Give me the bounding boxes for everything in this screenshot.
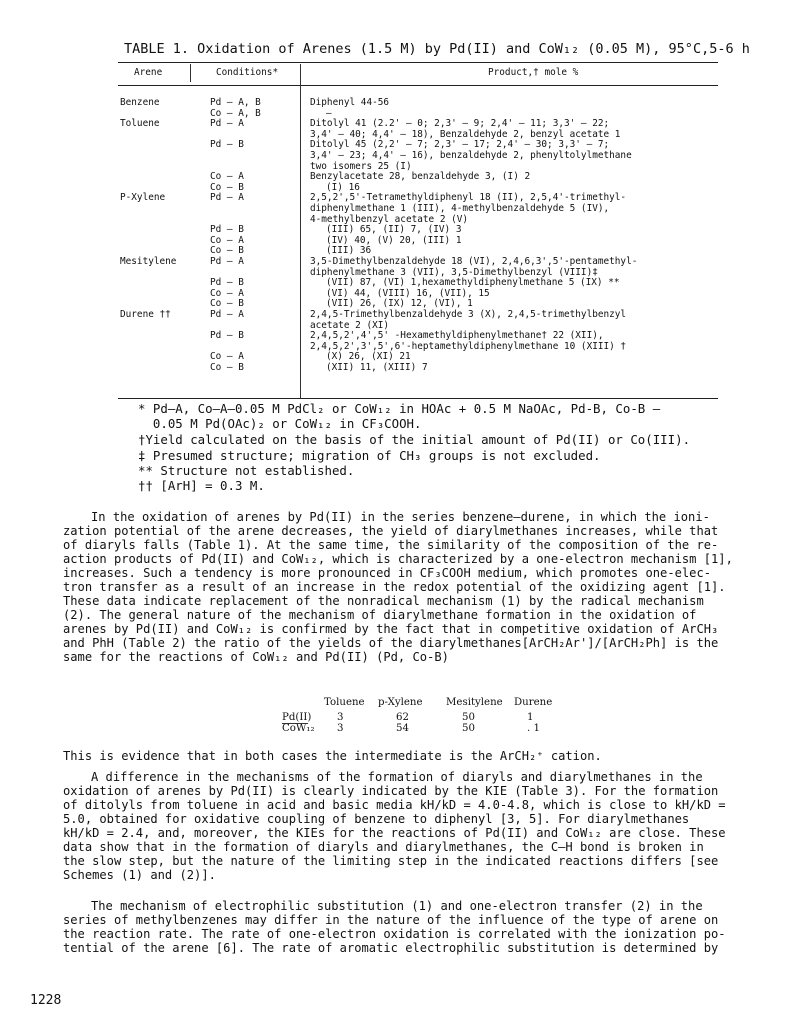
conditions-cell: Pd – B xyxy=(210,224,244,236)
table1-footnote: * Pd–A, Co–A–0.05 M PdCl₂ or CoW₁₂ in HOAc + 0.5 M NaOAc, Pd-B, Co-B – xyxy=(138,401,661,416)
conditions-cell: Co – A xyxy=(210,287,244,299)
product-cell: (III) 65, (II) 7, (IV) 3 xyxy=(326,224,462,236)
arene-cell: P-Xylene xyxy=(120,192,166,204)
conditions-cell: Pd – B xyxy=(210,277,244,289)
text-line: series of methylbenzenes may differ in the nature of the influence of the type of arene on xyxy=(63,913,719,927)
conditions-cell: Co – B xyxy=(210,362,244,373)
text-line: 5.0, obtained for oxidative coupling of benzene to diphenyl [3, 5]. For diarylmethanes xyxy=(63,812,690,826)
text-line: The mechanism of electrophilic substitution (1) and one-electron transfer (2) in the xyxy=(91,899,703,913)
product-cell: 2,5,2',5'-Tetramethyldiphenyl 18 (II), 2,5,4'-trimethyl- xyxy=(310,192,627,204)
paragraph-2 xyxy=(63,770,743,882)
table2-row-label: Pd(II) xyxy=(282,712,312,723)
table2-rule xyxy=(282,723,308,724)
text-line: (2). The general nature of the mechanism of diarylmethane formation in the oxidation of xyxy=(63,608,697,622)
table1-divider xyxy=(300,64,301,398)
text-line: action products of Pd(II) and CoW₁₂, which is characterized by a one-electron mechanism [1], xyxy=(63,552,733,566)
conditions-cell: Co – B xyxy=(210,245,244,257)
table2-value: 62 xyxy=(396,712,409,723)
arene-cell: Mesitylene xyxy=(120,256,177,267)
conditions-cell: Pd – B xyxy=(210,139,244,151)
paragraph-3 xyxy=(63,899,743,955)
text-line: same for the reactions of CoW₁₂ and Pd(II) (Pd, Co-B) xyxy=(63,650,449,664)
table1-footnote: ** Structure not established. xyxy=(138,463,355,478)
product-cell: two isomers 25 (I) xyxy=(310,160,412,172)
product-cell: acetate 2 (XI) xyxy=(310,319,390,331)
conditions-cell: Co – B xyxy=(210,298,244,310)
product-cell: 2,4,5,2',4',5' -Hexamethyldiphenylmethane† 22 (XII), xyxy=(310,330,604,342)
product-cell: (IV) 40, (V) 20, (III) 1 xyxy=(326,234,462,246)
product-cell: – xyxy=(326,107,332,119)
table2-value: 54 xyxy=(396,723,409,734)
text-line: arenes by Pd(II) and CoW₁₂ is confirmed by the fact that in competitive oxidation of ArCH₃ xyxy=(63,622,719,636)
table2-col-header: Mesitylene xyxy=(446,697,503,708)
text-line: data show that in the formation of diaryls and diarylmethanes, the C–H bond is broken in xyxy=(63,840,704,854)
table2-value: 50 xyxy=(462,723,475,734)
text-line: These data indicate replacement of the nonradical mechanism (1) by the radical mechanism xyxy=(63,594,704,608)
product-cell: 3,5-Dimethylbenzaldehyde 18 (VI), 2,4,6,3',5'-pentamethyl- xyxy=(310,256,638,267)
product-cell: (X) 26, (XI) 21 xyxy=(326,351,411,363)
table2-value: 3 xyxy=(337,712,344,723)
col-header-conditions: Conditions* xyxy=(216,67,279,78)
table1-header-rule xyxy=(118,85,718,86)
table1-bottom-rule xyxy=(118,398,718,399)
product-cell: (VII) 87, (VI) 1,hexamethyldiphenylmethane 5 (IX) ** xyxy=(326,277,620,289)
table1-divider xyxy=(190,64,191,82)
evidence-line xyxy=(63,749,743,763)
table2-row-label: CoW₁₂ xyxy=(282,723,315,734)
text-line: of diaryls falls (Table 1). At the same time, the similarity of the composition of the re- xyxy=(63,538,719,552)
conditions-cell: Pd – A xyxy=(210,309,244,320)
product-cell: (VII) 26, (IX) 12, (VI), 1 xyxy=(326,298,473,310)
table1-footnote: 0.05 M Pd(OAc)₂ or CoW₁₂ in CF₃COOH. xyxy=(138,416,422,431)
evidence-text: This is evidence that in both cases the intermediate is the ArCH₂⁺ cation. xyxy=(63,749,602,763)
arene-cell: Durene †† xyxy=(120,309,171,320)
product-cell: (XII) 11, (XIII) 7 xyxy=(326,362,428,373)
product-cell: (I) 16 xyxy=(326,181,360,193)
table2-col-header: Durene xyxy=(514,697,553,708)
table2-value: 50 xyxy=(462,712,475,723)
product-cell: 4-methylbenzyl acetate 2 (V) xyxy=(310,213,469,225)
conditions-cell: Pd – A xyxy=(210,118,244,130)
product-cell: diphenylmethane 1 (III), 4-methylbenzaldehyde 5 (IV), xyxy=(310,203,610,214)
table2-col-header: Toluene xyxy=(324,697,365,708)
conditions-cell: Co – B xyxy=(210,181,244,193)
product-cell: 3,4' – 23; 4,4' – 16), benzaldehyde 2, phenyltolylmethane xyxy=(310,150,632,161)
page-number: 1228 xyxy=(30,993,62,1008)
paragraph-1 xyxy=(63,510,743,664)
product-cell: (VI) 44, (VIII) 16, (VII), 15 xyxy=(326,287,490,299)
arene-cell: Benzene xyxy=(120,97,160,108)
text-line: the reaction rate. The rate of one-electron oxidation is correlated with the ionization po- xyxy=(63,927,726,941)
text-line: increases. Such a tendency is more pronounced in CF₃COOH medium, which promotes one-elec- xyxy=(63,566,712,580)
text-line: Schemes (1) and (2)]. xyxy=(63,868,216,882)
table2-value: 3 xyxy=(337,723,344,734)
conditions-cell: Pd – A xyxy=(210,192,244,204)
product-cell: diphenylmethane 3 (VII), 3,5-Dimethylbenzyl (VIII)‡ xyxy=(310,266,598,278)
text-line: A difference in the mechanisms of the formation of diaryls and diarylmethanes in the xyxy=(91,770,703,784)
table1-footnote: †Yield calculated on the basis of the initial amount of Pd(II) or Co(III). xyxy=(138,432,691,447)
product-cell: (III) 36 xyxy=(326,245,372,257)
conditions-cell: Pd – A, B xyxy=(210,97,261,108)
col-header-arene: Arene xyxy=(134,67,163,78)
col-header-product: Product,† mole % xyxy=(488,67,579,78)
conditions-cell: Co – A xyxy=(210,351,244,363)
text-line: zation potential of the arene decreases, the yield of diarylmethanes increases, while that xyxy=(63,524,719,538)
text-line: of ditolyls from toluene in acid and basic media kH/kD = 4.0-4.8, which is close to kH/kD = xyxy=(63,798,726,812)
text-line: oxidation of arenes by Pd(II) is clearly indicated by the KIE (Table 3). For the formation xyxy=(63,784,719,798)
conditions-cell: Co – A, B xyxy=(210,107,261,119)
table1-caption: TABLE 1. Oxidation of Arenes (1.5 M) by Pd(II) and CoW₁₂ (0.05 M), 95°C,5-6 h xyxy=(124,41,750,57)
text-line: the slow step, but the nature of the limiting step in the indicated reactions differs [see xyxy=(63,854,719,868)
table2-value: . 1 xyxy=(527,723,540,734)
product-cell: Ditolyl 45 (2,2' – 7; 2,3' – 17; 2,4' – 30; 3,3' – 7; xyxy=(310,139,610,151)
text-line: kH/kD = 2.4, and, moreover, the KIEs for the reactions of Pd(II) and CoW₁₂ are close. These xyxy=(63,826,726,840)
conditions-cell: Co – A xyxy=(210,171,244,183)
text-line: tron transfer as a result of an increase in the redox potential of the oxidizing agent [1]. xyxy=(63,580,726,594)
product-cell: Benzylacetate 28, benzaldehyde 3, (I) 2 xyxy=(310,171,531,183)
conditions-cell: Pd – A xyxy=(210,256,244,267)
arene-cell: Toluene xyxy=(120,118,160,130)
conditions-cell: Pd – B xyxy=(210,330,244,342)
text-line: tential of the arene [6]. The rate of aromatic electrophilic substitution is determined by xyxy=(63,941,719,955)
product-cell: Ditolyl 41 (2.2' – 0; 2,3' – 9; 2,4' – 11; 3,3' – 22; xyxy=(310,118,610,130)
text-line: In the oxidation of arenes by Pd(II) in the series benzene–durene, in which the ioni- xyxy=(91,510,710,524)
table2-value: 1 xyxy=(527,712,534,723)
table1-footnote: ‡ Presumed structure; migration of CH₃ groups is not excluded. xyxy=(138,448,601,463)
table2-col-header: p-Xylene xyxy=(378,697,423,708)
product-cell: Diphenyl 44-56 xyxy=(310,97,390,108)
product-cell: 2,4,5-Trimethylbenzaldehyde 3 (X), 2,4,5-trimethylbenzyl xyxy=(310,309,627,320)
table1-top-rule xyxy=(118,62,718,63)
product-cell: 3,4' – 40; 4,4' – 18), Benzaldehyde 2, benzyl acetate 1 xyxy=(310,128,621,140)
table1-footnote: †† [ArH] = 0.3 M. xyxy=(138,478,265,493)
conditions-cell: Co – A xyxy=(210,234,244,246)
product-cell: 2,4,5,2',3',5',6'-heptamethyldiphenylmethane 10 (XIII) † xyxy=(310,340,627,352)
text-line: and PhH (Table 2) the ratio of the yields of the diarylmethanes[ArCH₂Ar']/[ArCH₂Ph] is the xyxy=(63,636,719,650)
